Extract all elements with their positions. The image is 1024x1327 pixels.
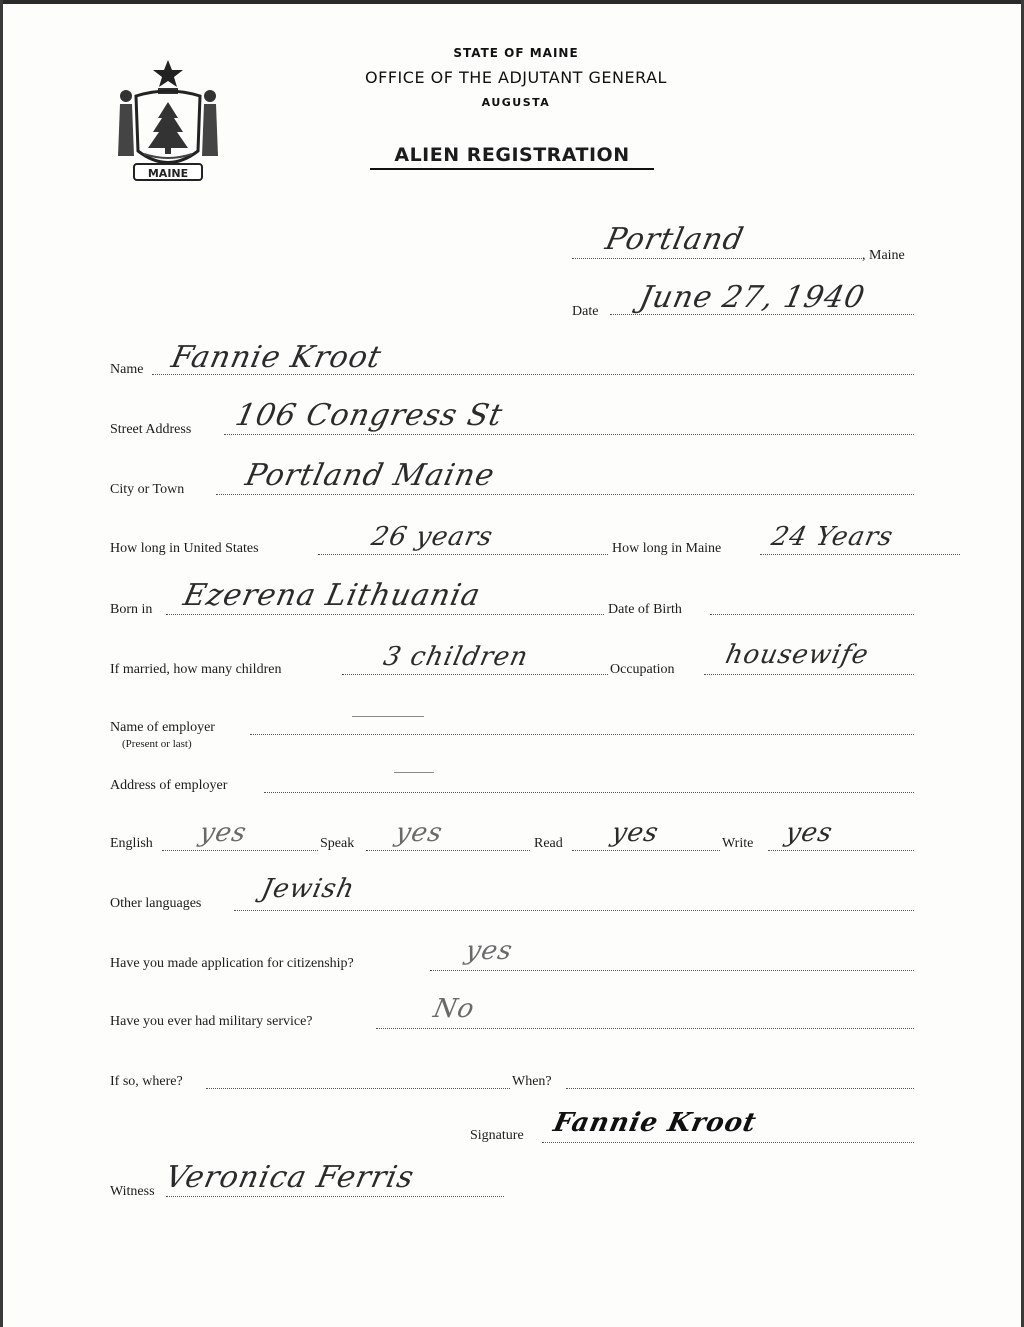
employer-address-line: [264, 792, 914, 793]
city-line: [216, 494, 914, 495]
header-state: STATE OF MAINE: [453, 46, 579, 60]
read-label: Read: [534, 836, 563, 851]
citizenship-value: yes: [462, 936, 516, 966]
read-value: yes: [608, 818, 662, 848]
employer-label: Name of employer: [110, 720, 215, 735]
speak-line: [366, 850, 530, 851]
signature-line: [542, 1142, 914, 1143]
employer-address-label: Address of employer: [110, 778, 228, 793]
signature-label: Signature: [470, 1128, 524, 1143]
military-line: [376, 1028, 914, 1029]
scan-border-top: [0, 0, 1024, 4]
dob-label: Date of Birth: [608, 602, 682, 617]
children-value: 3 children: [380, 642, 532, 672]
city-value: Portland Maine: [242, 458, 498, 493]
city-label: City or Town: [110, 482, 185, 497]
name-label: Name: [110, 362, 144, 377]
witness-value: Veronica Ferris: [162, 1160, 418, 1195]
how-long-us-line: [318, 554, 608, 555]
born-in-label: Born in: [110, 602, 153, 617]
scan-border-left: [0, 0, 3, 1327]
other-languages-value: Jewish: [258, 874, 358, 904]
other-languages-line: [234, 910, 914, 911]
english-line: [162, 850, 318, 851]
english-value: yes: [196, 818, 250, 848]
citizenship-label: Have you made application for citizenship?: [110, 956, 354, 971]
military-value: No: [430, 994, 478, 1024]
military-label: Have you ever had military service?: [110, 1014, 313, 1029]
speak-label: Speak: [320, 836, 355, 851]
how-long-maine-label: How long in Maine: [612, 541, 722, 556]
read-line: [572, 850, 720, 851]
employer-address-dash: [394, 772, 434, 773]
english-label: English: [110, 836, 153, 851]
street-value: 106 Congress St: [232, 398, 507, 433]
how-long-maine-value: 24 Years: [768, 522, 897, 552]
street-line: [224, 434, 914, 435]
citizenship-line: [430, 970, 914, 971]
other-languages-label: Other languages: [110, 896, 202, 911]
street-label: Street Address: [110, 422, 192, 437]
born-in-value: Ezerena Lithuania: [180, 578, 484, 613]
how-long-maine-line: [760, 554, 960, 555]
place-value: Portland: [602, 222, 748, 257]
born-in-line: [166, 614, 604, 615]
employer-line: [250, 734, 914, 735]
write-label: Write: [722, 836, 754, 851]
when-label: When?: [512, 1074, 552, 1089]
write-value: yes: [782, 818, 836, 848]
place-line: [572, 258, 862, 259]
witness-label: Witness: [110, 1184, 155, 1199]
seal-scroll-text: MAINE: [147, 167, 189, 180]
header-office: OFFICE OF THE ADJUTANT GENERAL: [365, 68, 667, 87]
witness-line: [166, 1196, 504, 1197]
where-label: If so, where?: [110, 1074, 183, 1089]
speak-value: yes: [392, 818, 446, 848]
occupation-line: [704, 674, 914, 675]
signature-value: Fannie Kroot: [550, 1108, 760, 1138]
name-value: Fannie Kroot: [168, 340, 385, 375]
header-city: AUGUSTA: [481, 96, 551, 109]
form-title: ALIEN REGISTRATION: [370, 144, 654, 170]
date-label: Date: [572, 304, 599, 319]
write-line: [768, 850, 914, 851]
how-long-us-label: How long in United States: [110, 541, 259, 556]
where-line: [206, 1088, 510, 1089]
maine-state-seal-icon: [108, 56, 228, 188]
when-line: [566, 1088, 914, 1089]
maine-label: , Maine: [862, 248, 905, 263]
occupation-value: housewife: [722, 640, 872, 670]
dob-line: [710, 614, 914, 615]
occupation-label: Occupation: [610, 662, 675, 677]
how-long-us-value: 26 years: [368, 522, 496, 552]
children-label: If married, how many children: [110, 662, 282, 677]
date-value: June 27, 1940: [636, 280, 869, 315]
employer-sublabel: (Present or last): [122, 738, 192, 750]
children-line: [342, 674, 608, 675]
employer-dash: [352, 716, 424, 717]
